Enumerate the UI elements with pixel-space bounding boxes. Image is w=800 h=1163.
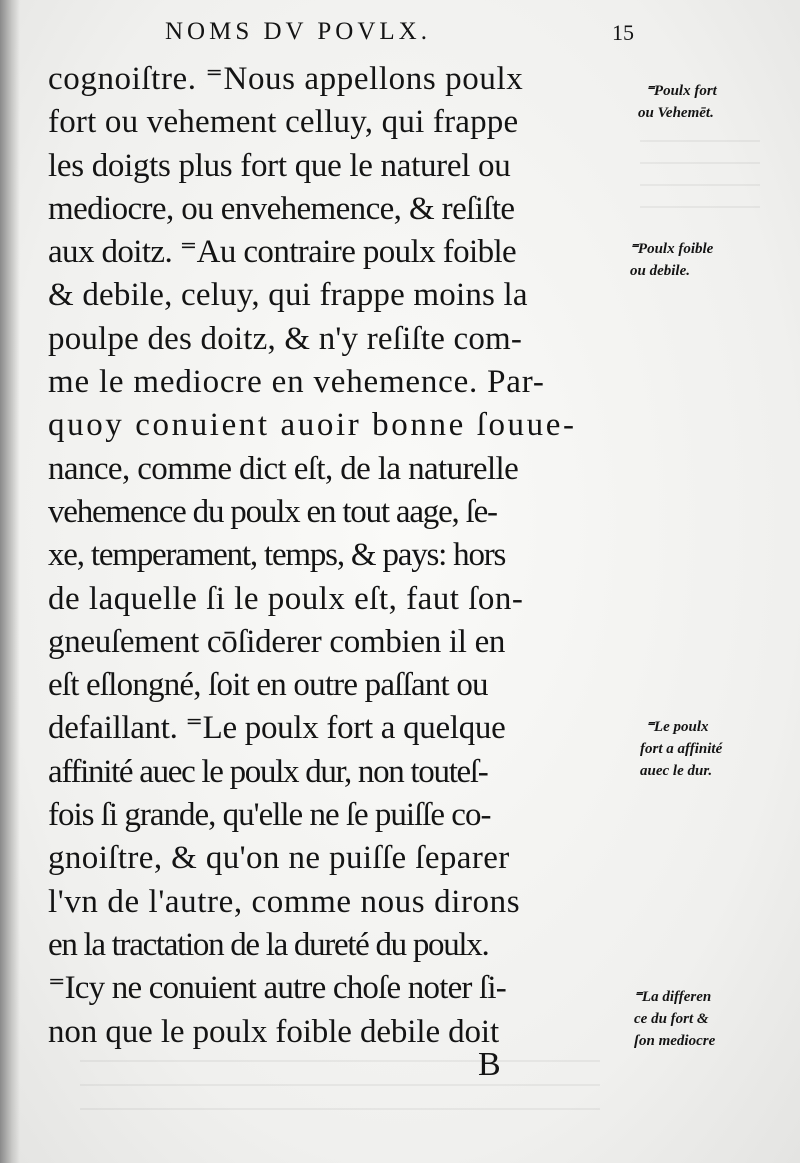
text-line: nance, comme dict eſt, de la naturelle [48,450,519,487]
show-through-bleed [80,1060,600,1110]
text-line: mediocre, ou envehemence, & reſiſte [48,190,515,227]
text-line: affinité auec le poulx dur, non touteſ- [48,753,488,790]
text-line: cognoiſtre. ⁼Nous appellons poulx [48,61,524,97]
text-line: de laquelle ſi le poulx eſt, faut ſon- [48,580,524,617]
text-line: defaillant. ⁼Le poulx fort a quelque [48,710,506,747]
show-through-bleed [640,140,760,220]
side-note-line: ⁼Poulx fort [646,83,717,99]
text-line: les doigts plus fort que le naturel ou [48,147,511,184]
text-line: gnoiſtre, & qu'on ne puiſſe ſeparer [48,840,510,877]
page-number: 15 [612,20,634,45]
signature-mark: B [478,1046,501,1083]
text-line: en la tractation de la dureté du poulx. [48,926,489,963]
side-note-line: ⁼Le poulx [646,719,709,735]
side-note-line: ⁼La differen [634,989,712,1005]
side-note-vehement [638,80,717,124]
text-line: & debile, celuy, qui frappe moins la [48,277,528,314]
side-note-line: ſon mediocre [634,1033,716,1049]
page-gutter-shadow [0,0,20,1163]
side-note-difference [634,986,715,1052]
side-note-line: fort a affinité [640,741,723,757]
side-note-line: ou Vehemēt. [638,105,714,121]
side-note-affinite [640,716,722,782]
text-line: aux doitz. ⁼Au contraire poulx foible [48,234,517,271]
text-line: l'vn de l'autre, comme nous dirons [48,883,521,920]
text-line: non que le poulx foible debile doit [48,1013,500,1050]
text-line: poulpe des doitz, & n'y reſiſte com- [48,320,523,357]
text-line: eſt eſlongné, ſoit en outre paſſant ou [48,667,488,704]
side-note-line: ou debile. [630,263,690,279]
side-note-line: ce du fort & [634,1011,709,1027]
text-line: xe, temperament, temps, & pays: hors [48,537,506,574]
text-line: quoy conuient auoir bonne ſouue- [48,407,577,444]
side-note-line: ⁼Poulx foible [630,241,714,257]
body-text [48,58,632,1054]
text-line: fort ou vehement celluy, qui frappe [48,104,519,141]
side-note-line: auec le dur. [640,763,713,779]
text-line: fois ſi grande, qu'elle ne ſe puiſſe co- [48,797,491,834]
running-head: NOMS DV POVLX. [165,18,431,45]
text-line: vehemence du poulx en tout aage, ſe- [48,493,497,530]
text-line: ⁼Icy ne conuient autre choſe noter ſi- [48,970,506,1007]
side-note-foible [630,238,713,282]
text-line: gneuſement cōſiderer combien il en [48,623,506,660]
text-line: me le mediocre en vehemence. Par- [48,364,545,401]
